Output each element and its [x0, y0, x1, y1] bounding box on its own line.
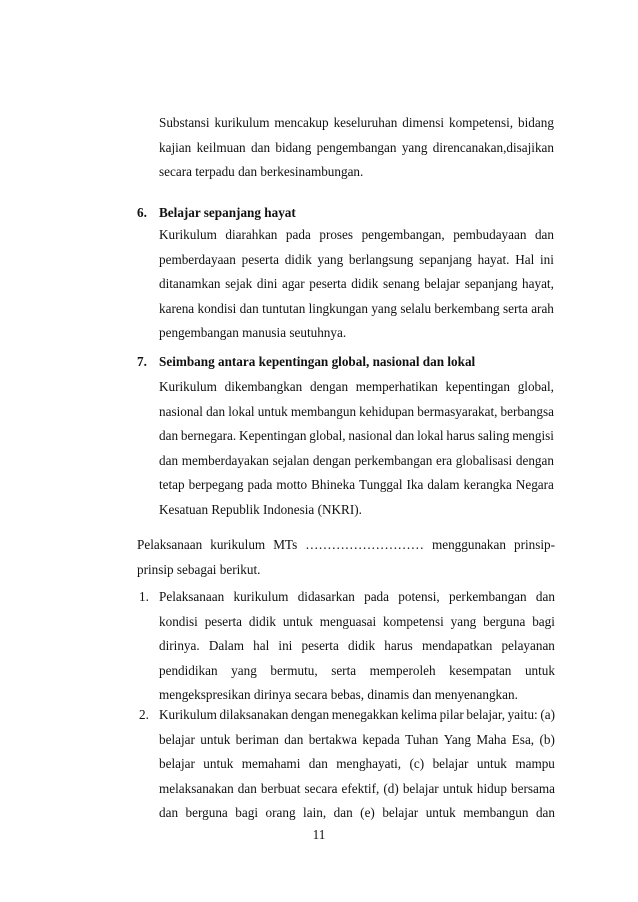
substansi-paragraph-line: secara terpadu dan berkesinambungan. — [159, 164, 364, 179]
list-marker: 2. — [139, 707, 149, 722]
section-heading-6 — [137, 203, 296, 223]
section-6-paragraph-line: Kurikulum diarahkan pada proses pengembangan, pembudayaan dan — [159, 227, 554, 242]
intro-paragraph-line: prinsip sebagai berikut. — [137, 561, 261, 577]
section-title: Belajar sepanjang hayat — [159, 205, 296, 220]
section-7-paragraph-line: tetap berpegang pada motto Bhineka Tunggal Ika dalam kerangka Negara — [159, 477, 554, 492]
list-marker: 1. — [139, 589, 149, 604]
list-item-2-line: Kurikulum dilaksanakan dengan menegakkan kelima pilar belajar, yaitu: (a) — [159, 707, 555, 722]
list-item-2-line: belajar untuk beriman dan bertakwa kepada Tuhan Yang Maha Esa, (b) — [159, 731, 555, 747]
page-number: 11 — [312, 827, 326, 842]
section-number: 7. — [137, 354, 147, 369]
section-6-paragraph-line: ditanamkan sejak dini agar peserta didik senang belajar sepanjang hayat, — [159, 276, 554, 291]
list-item-2-line: melaksanakan dan berbuat secara efektif, (d) belajar untuk hidup bersama — [159, 780, 555, 796]
substansi-paragraph-line: kajian keilmuan dan bidang pengembangan yang direncanakan,disajikan — [159, 139, 554, 155]
substansi-paragraph-line: Substansi kurikulum mencakup keseluruhan dimensi kompetensi, bidang — [159, 115, 554, 130]
list-item-1-line: kondisi peserta didik untuk menguasai kompetensi yang berguna bagi — [159, 613, 555, 629]
section-7-paragraph-line: nasional dan lokal untuk membangun kehidupan bermasyarakat, berbangsa — [159, 403, 554, 419]
list-item-1-line: pendidikan yang bermutu, serta memperoleh kesempatan untuk — [159, 662, 555, 678]
intro-paragraph-line: Pelaksanaan kurikulum MTs ……………………… menggunakan prinsip- — [137, 537, 555, 552]
list-item-1-line: Pelaksanaan kurikulum didasarkan pada potensi, perkembangan dan — [159, 589, 555, 604]
section-6-paragraph-line: pemberdayaan peserta didik yang berlangsung sepanjang hayat. Hal ini — [159, 251, 554, 267]
section-7-paragraph-line: Kurikulum dikembangkan dengan memperhatikan kepentingan global, — [159, 379, 554, 394]
section-6-paragraph-line: karena kondisi dan tuntutan lingkungan yang selalu berkembang serta arah — [159, 300, 554, 316]
section-heading-7 — [137, 352, 475, 372]
list-item-1-line: dirinya. Dalam hal ini peserta didik harus mendapatkan pelayanan — [159, 638, 555, 653]
section-number: 6. — [137, 205, 147, 220]
section-7-paragraph-line: dan memberdayakan sejalan dengan perkembangan era globalisasi dengan — [159, 452, 554, 468]
list-item-2-line: belajar untuk memahami dan menghayati, (c) belajar untuk mampu — [159, 756, 555, 771]
section-6-paragraph-line: pengembangan manusia seutuhnya. — [159, 325, 347, 340]
section-7-paragraph-line: Kesatuan Republik Indonesia (NKRI). — [159, 501, 362, 517]
list-item-2-line: dan berguna bagi orang lain, dan (e) belajar untuk membangun dan — [159, 805, 555, 820]
section-title: Seimbang antara kepentingan global, nasional dan lokal — [159, 354, 476, 369]
section-7-paragraph-line: dan bernegara. Kepentingan global, nasional dan lokal harus saling mengisi — [159, 428, 554, 443]
list-item-1-line: mengekspresikan dirinya secara bebas, dinamis dan menyenangkan. — [159, 687, 518, 702]
